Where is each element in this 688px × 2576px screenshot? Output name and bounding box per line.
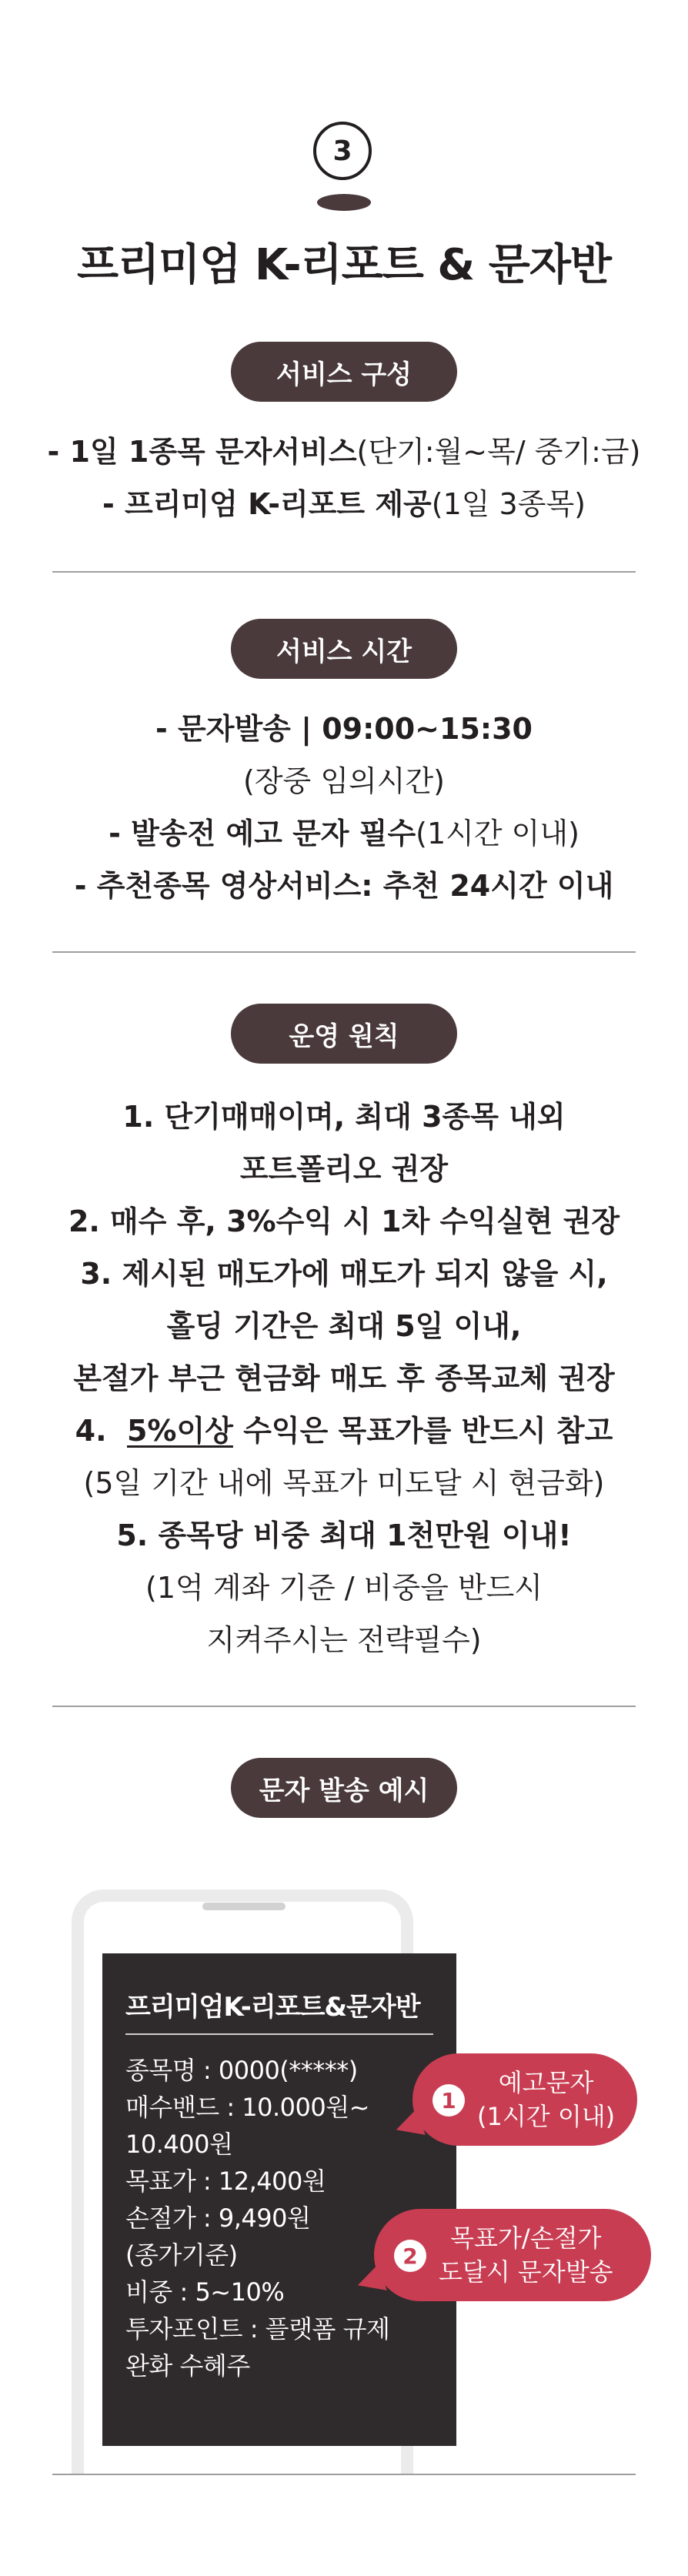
section-pill-sms-example: 문자 발송 예시: [231, 1758, 457, 1818]
principle-line-8: (5일 기간 내에 목표가 미도달 시 현금화): [83, 1466, 605, 1500]
principle-line-4: 3. 제시된 매도가에 매도가 되지 않을 시,: [80, 1257, 608, 1291]
time-line-2: (장중 임의시간): [243, 764, 445, 798]
callout-text: [477, 2066, 615, 2133]
sms-line: 완화 수혜주: [125, 2351, 250, 2381]
time-line-1: - 문자발송 | 09:00~15:30: [155, 712, 533, 746]
principle-line-11: 지켜주시는 전략필수): [206, 1623, 482, 1657]
sms-divider: [125, 2033, 433, 2035]
principle-line-7: [0, 1412, 688, 1450]
callout-text-line: 도달시 문자발송: [439, 2257, 613, 2287]
callout-text-line: 예고문자: [498, 2068, 594, 2097]
callout-target-stop-alert: [374, 2209, 651, 2301]
principle-line-6: 본절가 부근 현금화 매도 후 종목교체 권장: [73, 1362, 615, 1395]
callout-number: 2: [394, 2240, 426, 2272]
divider: [52, 2474, 636, 2475]
section-pill-service-composition: 서비스 구성: [231, 342, 457, 402]
section-pill-operating-principles: 운영 원칙: [231, 1004, 457, 1064]
step-badge-shadow: [317, 194, 371, 211]
composition-line-1-normal: (단기:월~목/ 중기:금): [356, 435, 641, 469]
composition-line-2-bold: - 프리미엄 K-리포트 제공: [102, 487, 432, 521]
divider: [52, 951, 636, 953]
principle-line-7-prefix: 4.: [75, 1414, 127, 1448]
section-pill-service-time: 서비스 시간: [231, 619, 457, 679]
sms-body: [125, 2052, 389, 2384]
sms-line: 투자포인트 : 플랫폼 규제: [125, 2314, 390, 2344]
step-number: 3: [332, 135, 352, 167]
time-line-3-normal: (1시간 이내): [416, 817, 579, 850]
principle-line-7-underlined: 5%이상: [126, 1414, 233, 1448]
sms-line: 매수밴드 : 10.000원~: [125, 2093, 369, 2122]
callout-number: 1: [433, 2084, 465, 2117]
sms-message-screen: [102, 1953, 456, 2446]
principle-line-1: 1. 단기매매이며, 최대 3종목 내외: [122, 1100, 566, 1134]
composition-line-2: [0, 485, 688, 523]
sms-line: 종목명 : 0000(*****): [125, 2056, 358, 2085]
time-line-3: [0, 814, 688, 853]
principle-line-9: 5. 종목당 비중 최대 1천만원 이내!: [116, 1519, 572, 1552]
principle-line-2: 포트폴리오 권장: [239, 1152, 449, 1186]
sms-title: 프리미엄K-리포트&문자반: [125, 1992, 420, 2023]
callout-advance-notice: [412, 2053, 637, 2146]
step-number-badge: [313, 122, 372, 180]
divider: [52, 571, 636, 573]
principle-line-5: 홀딩 기간은 최대 5일 이내,: [166, 1309, 522, 1343]
sms-line: 비중 : 5~10%: [125, 2277, 285, 2307]
callout-text-line: (1시간 이내): [477, 2102, 616, 2131]
callout-text-line: 목표가/손절가: [450, 2224, 602, 2253]
time-line-3-bold: - 발송전 예고 문자 필수: [109, 817, 416, 850]
page-title: 프리미엄 K-리포트 & 문자반: [76, 240, 612, 290]
principle-line-7-rest: 수익은 목표가를 반드시 참고: [232, 1414, 613, 1448]
sms-line: 목표가 : 12,400원: [125, 2167, 326, 2196]
divider: [52, 1706, 636, 1707]
time-line-4: - 추천종목 영상서비스: 추천 24시간 이내: [74, 869, 614, 903]
sms-line: 손절가 : 9,490원: [125, 2203, 311, 2233]
composition-line-1-bold: - 1일 1종목 문자서비스: [47, 435, 357, 469]
callout-text: [439, 2221, 613, 2289]
phone-speaker: [202, 1903, 286, 1910]
principle-line-3: 2. 매수 후, 3%수익 시 1차 수익실현 권장: [68, 1204, 620, 1238]
principle-line-10: (1억 계좌 기준 / 비중을 반드시: [145, 1571, 543, 1605]
sms-line: 10.400원: [125, 2130, 233, 2159]
composition-line-2-normal: (1일 3종목): [431, 487, 586, 521]
sms-line: (종가기준): [125, 2240, 238, 2270]
composition-line-1: [0, 433, 688, 471]
